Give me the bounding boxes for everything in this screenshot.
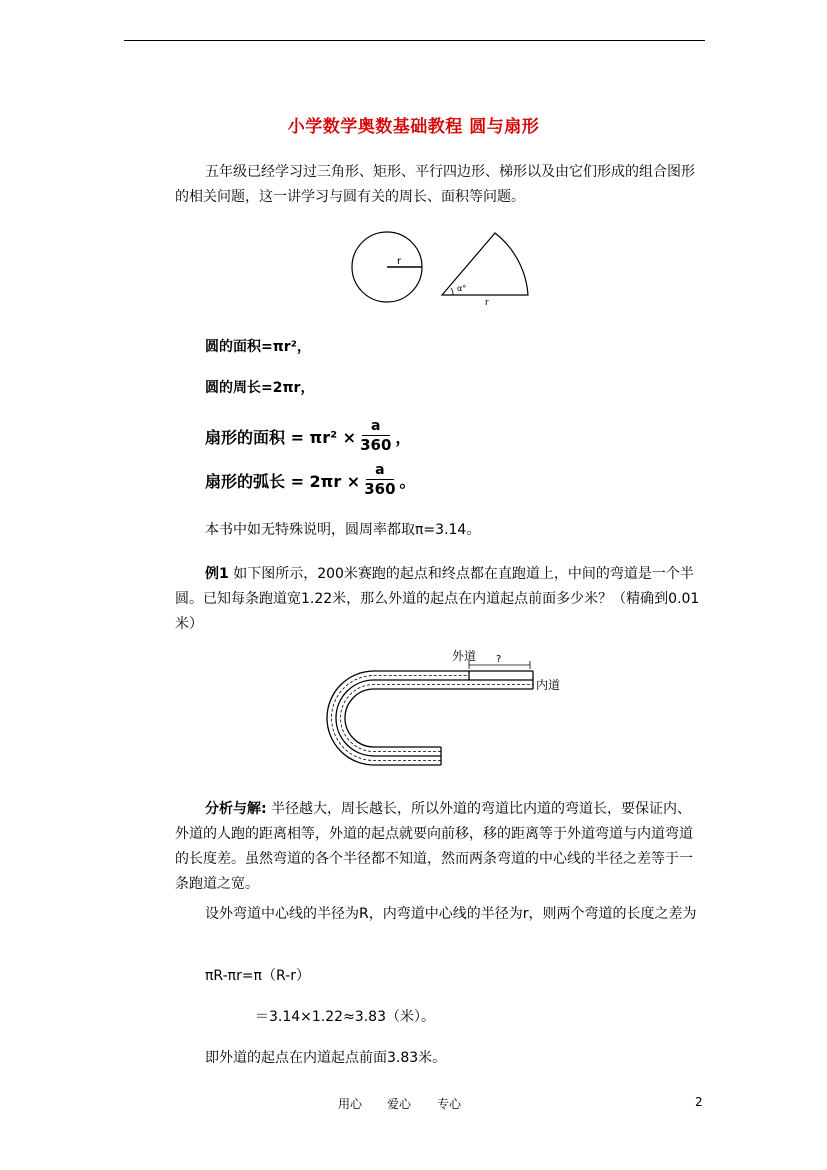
sector-shape: [442, 233, 528, 295]
sector-area-lhs: 扇形的面积 = πr² ×: [205, 428, 357, 447]
sector-area-fraction: [360, 418, 391, 455]
outer-lane-label: 外道: [452, 649, 477, 663]
circle-radius-label: r: [397, 256, 402, 267]
inner-lane-centerline: [341, 685, 533, 752]
equation-1: πR-πr=π（R-r）: [205, 968, 310, 984]
equation-2: ＝3.14×1.22≈3.83（米）。: [255, 1009, 435, 1025]
analysis-text: 半径越大，周长越长，所以外道的弯道比内道的弯道长，要保证内、外道的人跑的距离相等，外道的起点就要向前移，移的距离等于外道弯道与内道弯道的长度差。虽然弯道的各个半径都不知道，然而两条弯道的中心线的半径之差等于一条跑道之宽。: [175, 801, 693, 892]
sector-arc-lhs: 扇形的弧长 = 2πr ×: [205, 472, 361, 491]
inner-lane-label: 内道: [536, 678, 561, 692]
circle-sector-figure: [345, 225, 555, 310]
circle-area-formula: 圆的面积=πr²，: [205, 339, 311, 355]
page-number: 2: [695, 1095, 703, 1109]
header-rule: [124, 40, 705, 41]
example1-paragraph: [175, 562, 705, 637]
question-mark-label: ?: [496, 654, 502, 665]
track-divider: [336, 680, 533, 756]
sector-arc-end: 。: [399, 472, 416, 491]
analysis-paragraph: [175, 797, 705, 897]
track-outer-edge: [327, 671, 533, 765]
fraction-denominator: 360: [360, 436, 392, 454]
setup-paragraph: 设外弯道中心线的半径为R，内弯道中心线的半径为r，则两个弯道的长度之差为: [205, 906, 697, 922]
outer-lane-centerline: [332, 676, 470, 761]
footer-motto-2: 爱心: [387, 1097, 412, 1111]
example1-label: 例1: [205, 566, 229, 582]
sector-radius-label: r: [485, 298, 489, 308]
fraction-numerator: a: [371, 418, 381, 434]
fraction-numerator: a: [375, 462, 385, 478]
footer-motto-3: 专心: [437, 1097, 462, 1111]
conclusion: 即外道的起点在内道起点前面3.83米。: [205, 1050, 447, 1066]
intro-paragraph: 五年级已经学习过三角形、矩形、平行四边形、梯形以及由它们形成的组合图形的相关问题，这一讲学习与圆有关的周长、面积等问题。: [175, 164, 695, 205]
sector-arc-formula: [205, 462, 416, 499]
example1-text: 如下图所示，200米赛跑的起点和终点都在直跑道上，中间的弯道是一个半圆。已知每条跑道宽1.22米，那么外道的起点在内道起点前面多少米？（精确到0.01米）: [175, 566, 700, 632]
circle-perimeter-formula: 圆的周长=2πr，: [205, 380, 315, 396]
sector-area-formula: [205, 418, 411, 455]
pi-note: 本书中如无特殊说明，圆周率都取π=3.14。: [205, 522, 481, 538]
page-title: 小学数学奥数基础教程 圆与扇形: [287, 117, 540, 137]
sector-angle-label: α°: [457, 284, 467, 293]
sector-arc-fraction: [364, 462, 395, 499]
sector-angle-arc: [451, 288, 453, 295]
sector-area-end: ，: [395, 428, 412, 447]
track-inner-edge: [345, 689, 533, 747]
fraction-denominator: 360: [364, 480, 396, 498]
footer-motto-1: 用心: [338, 1097, 363, 1111]
analysis-label: 分析与解:: [205, 801, 267, 817]
running-track-figure: [308, 645, 568, 775]
